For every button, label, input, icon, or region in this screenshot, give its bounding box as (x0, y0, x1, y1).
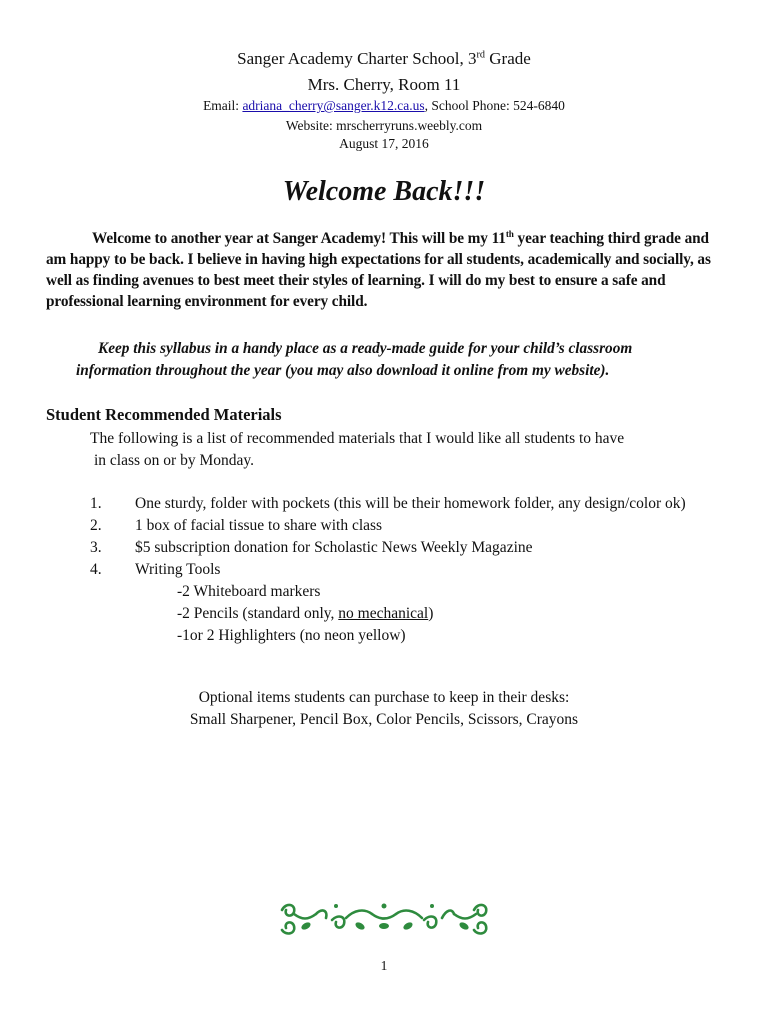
intro-paragraph (46, 228, 726, 312)
intro-text-2: year teaching third grade and am happy to be back. I believe in having high expectations for all students, academically and socially, as well as finding avenues to best meet their styles of learning. I will do my best to ensure a safe and professional learning environment for every child. (46, 230, 711, 310)
page-number: 1 (380, 958, 388, 973)
grade-superscript: rd (476, 49, 486, 61)
grade-label: Grade (485, 49, 531, 68)
school-title (0, 48, 768, 70)
pencils-text: -2 Pencils (standard only, (177, 605, 339, 622)
list-number: 1. (90, 495, 102, 512)
school-phone: , School Phone: 524-6840 (424, 98, 565, 113)
keep-syllabus-note (76, 338, 736, 382)
intro-text-1: Welcome to another year at Sanger Academy! This will be my 11 (92, 230, 506, 247)
decorative-flourish-icon (276, 896, 492, 942)
pencils-close-paren: ) (428, 605, 434, 622)
materials-intro-line-2: in class on or by Monday. (94, 452, 255, 469)
list-item (90, 493, 710, 515)
materials-heading: Student Recommended Materials (46, 405, 282, 424)
teacher-room: Mrs. Cherry, Room 11 (307, 75, 461, 94)
list-item (90, 537, 710, 559)
materials-list (90, 493, 710, 647)
writing-tool-highlighters: -1or 2 Highlighters (no neon yellow) (177, 627, 406, 644)
writing-tool-pencils (90, 603, 710, 625)
optional-items-line-2: Small Sharpener, Pencil Box, Color Pencils, Scissors, Crayons (189, 711, 579, 728)
email-link[interactable]: adriana_cherry@sanger.k12.ca.us (242, 98, 425, 113)
list-number: 3. (90, 539, 102, 556)
list-item (90, 515, 710, 537)
welcome-heading: Welcome Back!!! (282, 176, 486, 207)
keep-line-2: information throughout the year (you may also download it online from my website). (76, 362, 610, 379)
list-text: 1 box of facial tissue to share with class (135, 517, 383, 534)
email-label: Email: (203, 98, 243, 113)
writing-tool-whiteboard-markers: -2 Whiteboard markers (177, 583, 321, 600)
list-text: $5 subscription donation for Scholastic News Weekly Magazine (135, 539, 533, 556)
list-text: One sturdy, folder with pockets (this will be their homework folder, any design/color ok) (135, 495, 686, 512)
keep-line-1: Keep this syllabus in a handy place as a ready-made guide for your child’s classroom (98, 340, 633, 357)
list-number: 4. (90, 561, 102, 578)
optional-items (0, 687, 768, 731)
date: August 17, 2016 (339, 136, 429, 151)
no-mechanical-underlined: no mechanical (338, 605, 429, 622)
contact-line (0, 97, 768, 114)
optional-items-line-1: Optional items students can purchase to keep in their desks: (198, 689, 570, 706)
list-number: 2. (90, 517, 102, 534)
intro-superscript: th (505, 228, 514, 239)
materials-intro-line-1: The following is a list of recommended materials that I would like all students to have (90, 430, 625, 447)
list-text: Writing Tools (135, 561, 221, 578)
materials-intro (90, 428, 730, 472)
school-name: Sanger Academy Charter School, 3 (237, 49, 477, 68)
list-item (90, 559, 710, 581)
website-line: Website: mrscherryruns.weebly.com (285, 118, 483, 133)
